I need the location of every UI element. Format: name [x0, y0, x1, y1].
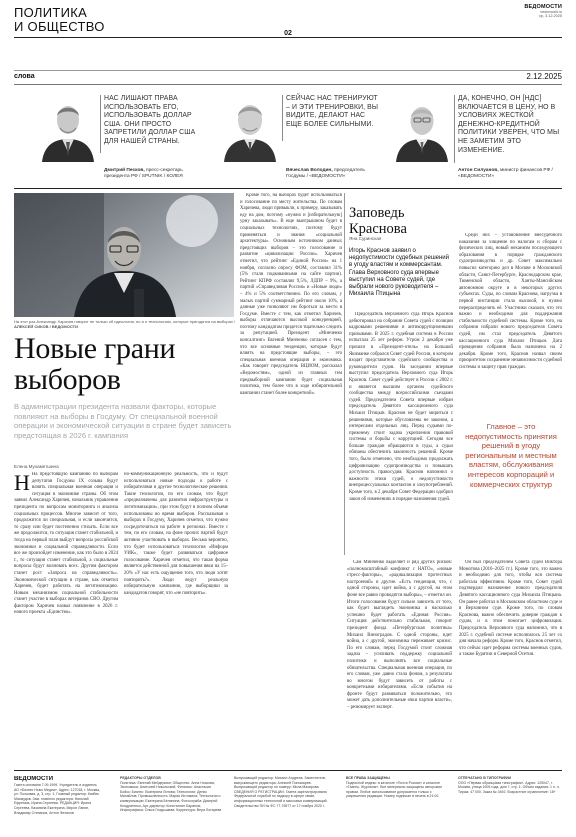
section-title-line2: И ОБЩЕСТВО [14, 19, 105, 34]
section-title [14, 6, 124, 34]
quote-3-role: министр финансов РФ / «ВЕДОМОСТИ» [458, 168, 553, 179]
footer-col-4-title: ВСЕ ПРАВА ЗАЩИЩЕНЫ [346, 776, 390, 780]
masthead [524, 4, 562, 18]
page-number: 02 [284, 30, 292, 37]
quotes-rule [14, 84, 562, 85]
issue-date: ср, 3.12.2025 [538, 14, 562, 18]
quote-2-text: СЕЙЧАС НАС ТРЕНИРУЮТ – И ЭТИ ТРЕНИРОВКИ, ВЫ ВИДИТЕ, ДЕЛАЮТ НАС ЕЩЕ БОЛЕЕ СИЛЬНЫМИ. [286, 95, 379, 128]
main-lead: В администрации президента назвали факторы, которые повлияют на выборы в Госдуму. От специальной военной операции и экономической ситуации в стране будет зависеть предстоящая в 2026 г. кампания [14, 402, 232, 440]
quote-1-attribution [104, 168, 204, 180]
footer-col-3 [234, 776, 334, 832]
quotes-label: слова [14, 73, 35, 80]
footer-col-2-title: РЕДАКТОРЫ ОТДЕЛОВ [120, 776, 161, 780]
footer-col-2 [120, 776, 222, 832]
quote-1 [104, 95, 200, 147]
quote-3-attribution [458, 168, 562, 180]
footer-col-1 [14, 776, 102, 832]
peskov-photo [38, 92, 98, 162]
footer-col-3-text: Выпускающий редактор: Михаил Андреев. Заместитель выпускающего редактора: Алексей Пономарев. Выпускающий редактор по номеру: Мила Мазирова. СВЕДЕНИЯ О РЕГИСТРАЦИИ: Газета зарегистрирована Федеральной службой по надзору в сфере связи, информационных технологий и массовых коммуникаций. Свидетельство ПИ № ФС 77-76577 от 17 ноября 2020 г. [234, 776, 328, 808]
header-rule [14, 37, 562, 38]
quote-1-text: НАС ЛИШАЮТ ПРАВА ИСПОЛЬЗОВАТЬ ЕГО, ИСПОЛЬЗОВАТЬ ДОЛЛАР США. ОНИ ПРОСТО ЗАПРЕТИЛИ ДОЛЛАР США ДЛЯ НАШЕЙ СТРАНЫ. [104, 95, 196, 145]
side-lead: Игорь Краснов заявил о недопустимости судебных решений в угоду властям и коммерсантам. Глава Верховного суда впервые выступил на Совете судей, где выбрали нового руководителя – Михаила Птицына [349, 248, 450, 298]
side-body-col-2 [459, 233, 562, 417]
photo-caption [14, 319, 236, 329]
quote-2 [286, 95, 380, 129]
side-body-col-3-text: Он был председателем Совета судей Виктора Момотова (2016–2025 гг.). Кроме того, это важно и необходимо для того, чтобы вся система работала эффективно. Кроме того, Совет судей подтвердил назначение нового председателя Девятого кассационного суда Михаила Птицына. Он ранее работал в Московском областном суде и в Верховном суде. Кроме того, по словам Краснова, важно обеспечить доверие граждан к судам, и в этом помогает цифровизация. Председатель Верховного суда напомнил, что в 2025 г. судебной системе исполнилось 25 лет со дня начала реформ. Кроме того, Краснов отметил, что сейчас идет реформа системы военных судов, а также Бурятии и Северной Осетии. [459, 560, 562, 658]
site-url: vedomosti.ru [540, 10, 562, 14]
side-vertical-rule [344, 193, 345, 555]
main-headline: Новые грани выборов [14, 332, 176, 396]
footer-col-4-text: Подписной индекс: в каталоге «Почта России» и каталоге «Газеты. Журналы». Все материалы защищены авторским правом. Любое использование допускается только с разрешения редакции. Номер подписан в печать в 21:00. [346, 780, 442, 799]
main-body-col-4 [347, 560, 452, 764]
quote-2-name: Вячеслав Володин, [286, 168, 333, 173]
quote-3-text: ДА, КОНЕЧНО, ОН [НДС] ВКЛЮЧАЕТСЯ В ЦЕНУ, НО В УСЛОВИЯХ ЖЕСТКОЙ ДЕНЕЖНО-КРЕДИТНОЙ ПОЛИТИКИ УВЕРЕН, ЧТО МЫ НЕ ЗАМЕТИМ ЭТО ИЗМЕНЕНИЕ. [458, 95, 560, 154]
footer-col-5-text: ООО «Первая образцовая типография». Адрес: 125047, г. Москва, улица 1905 года, дом 7, стр. 1. Объем издания: 1 п. л. Тираж: 47 000. Заказ № 3492. Возрастное ограничение: 18+ [458, 780, 560, 794]
footer-brand: ВЕДОМОСТИ [14, 776, 54, 782]
main-author: Елена Мухаметшина [14, 464, 59, 469]
quote-3 [458, 95, 562, 155]
siluanov-photo [392, 92, 452, 162]
pull-quote: Главное – это недопустимость принятия решений в угоду региональным и местным властям, обслуживания интересов корпораций и коммерческих структур [465, 422, 557, 489]
quote-1-name: Дмитрий Песков, [104, 168, 145, 173]
main-body-col-2-text: но-коммуникационную реальность, что и будут использоваться новые подходы к работе с избирателями и другие технологические решения. Такие технологии, по его словам, что будут «предназначены для развития инфраструктуры и легитимизации», при этом будут в полном объеме использованы во время выборов. Рассказывая о выборах в Госдуму, Харичев отметил, что нужно сосредоточиться на работе в регионах. Вместе с тем, по его словам, на фоне прочих партий будут активно участвовать в выборах. Весьма вероятно, что будет использоваться технология «Информ УИК», также будет развиваться цифровое голосование. Харичев отметил, что такая форма является действенной для повышения явки на 15–20% «У нас есть ощущение того, что люди хотят повторить?». Люди ведут реальную избирательную кампанию, где выборщики за кандидатов говорят, что «не повторить». [124, 472, 228, 596]
main-body-col-3-text: Кроме того, на выборах будет использоваться и голосование по месту жительства. По словам Харичева, люди привыкли, к примеру, заказывать еду на дом, поэтому «нужно и [избирательную] урну заказывать». В еще выигрышном будет в социальных технологиях, поэтому будут применяться и знания «социальной архитектуры». Основным источником данных предстоящих выборов – это голосование и развитие «цивилизации России». Харичев отметил, что рейтинг «Единой России» на 1 ноября, согласно опросу ФОМ, составлял 31% (5% стали подкованными на сайте партии). Рейтинг КПРФ составлял 9,5%, ЛДПР – 9%, а партий «Справедливая Россия» и «Новые люди» – 4% и 5% соответственно. По его словам, у малых партий суммарный рейтинг около 10%, а данные уже позволяют им бороться за место в Госдуме. Вместе с тем, как отметил Харичев, выборы отличаются высокой конкуренцией, поэтому кандидатам придется тщательно следить за репутацией. Президент «Минченко консалтинг» Евгений Минченко согласен с тем, что все основные тенденции, которые будут влиять на предстоящие выборы, – это специальная военная операция и экономика. «Как говорит председатель ВЦИОМ, рассказал «Ведомостям», одной из главных тем предвыборной кампании будет социальная политика, тем более что в ходе избирательной кампании станет более конкретной». [240, 193, 342, 396]
footer-col-1-text: Газета основана 7.09.1999. Учредитель и издатель АО «Бизнес Ньюс Медиа». Адрес: 127018, г. Москва, ул. Полковая, д. 3, стр. 1. Главный редактор: Казбек Махмудов. Зам. главного редактора: Николай Ефремов, Ирина Сергеева. РЕДАКЦИЯ: Ирина Сергеева, Казанина Екатерина, Мирон Лапин, Владимир Степанов, Антон Фаталов [14, 783, 101, 815]
quote-2-attribution [286, 168, 382, 180]
side-headline: Заповедь Краснова [349, 205, 407, 237]
drop-cap: Н [14, 472, 30, 495]
photo-caption-text: На этот раз Александр Харичев говорит не только об идеологии, но и о технологиях, которые пригодятся на выборах / [14, 319, 236, 324]
side-author: Яна Суринская [349, 236, 382, 241]
quote-3-name: Антон Силуанов, [458, 168, 499, 173]
brand-logo: ВЕДОМОСТИ [524, 4, 562, 10]
photo-credit: АЛЕКСЕЙ СИКОВ / ВЕДОМОСТИ [14, 324, 78, 329]
quote-3-bar [454, 95, 455, 163]
quote-1-bar [100, 95, 101, 153]
main-body-col-4-text: Сам Минченко выделяет и ряд других рисков: «полномасштабный конфликт с НАТО», «новые стресс-факторы», «радикализация протестных настроений» и другие. «Есть тенденция, что, с одной стороны, идет война, а с другой, на этом фоне все равно проводятся выборы», – отметил он. Итоги голосования будут сильно зависеть от того, как будет выглядеть экономика и насколько успешно будет работать «Единая Россия». Ситуация действительно стабильная, говорит президент фонда «Петербургская политика» Михаил Виноградов. С одной стороны, идет война, а с другой, экономика переживает кризис. По его словам, перед Госдумой стоит сложная задача – усиливать поддержку социальной политики и выполнять все социальные обязательства. Специальная военная операция, по его словам, уже давно стала фоном, а результаты во многом будут зависеть от работы с конкретными избирателями. «Если события на фронте будут развиваться положительно, это может дать дополнительные очки партии власти», – резюмирует эксперт. [347, 560, 452, 711]
main-photo [14, 193, 234, 317]
footer-col-2-text: Политика: Евгений Мейдерман; Общество: Анна Носкова; Экономика: Анатолий Никольский; Финансы: Анастасия Бойко; Бизнес: Екатерина Литова; Технологии: Денис Михайлов; Промышленность: Мария Истомина; Технологии и коммуникации: Екатерина Белянина; Фотослужба: Дмитрий Кондратенко; Арт-директор: Константин Баранов; Инфографика: Ольга Гладышева; Корректура: Вера Лотарева [120, 780, 222, 813]
side-body-col-1 [349, 312, 453, 556]
side-body-col-1-text: Председатель Верховного суда Игорь Краснов дебютировал на собрании Совета судей с позиции кадровыми решениями и антикоррупционными призывами. В 2025 г. судебная система в России испытала 25 лет реформ. Утром 2 декабря уже прошли в «Президент-отель» на Большой Якиманке собрался Совет судей России, в котором входят представители судейского сообщества и руководители судов. На заседании впервые выступил председатель Верховного суда Игорь Краснов. Совет судей действует в России с 2002 г. и является высшим органом судейского сообщества между всероссийскими съездами судей. Председателем Совета впервые избран председатель Девятого кассационного суда Михаил Птицын. Краснов не будет мириться с решениями, которые обусловлены не законом, а интересами отдельных лиц. Перед судьями по-прежнему стоит задача укрепления правовой системы и борьбы с коррупцией. Сегодня все больше граждан обращаются в суды, а судьи обязаны обеспечить законность решений. Кроме того, было отмечено, что необходимо продолжать цифровизацию судопроизводства и повышать доступность правосудия. Краснов напомнил о важности этики судей, о недопустимости внепроцессуальных контактов и злоупотреблений. Кроме того, в 2 декабря Совет Федерации одобрил закон об изменениях в порядке назначения судей. [349, 312, 453, 502]
main-body-col-1 [14, 472, 118, 764]
section-divider [14, 188, 562, 189]
main-body-col-3 [240, 193, 342, 764]
quote-2-role: председатель Госдумы / «ВЕДОМОСТИ» [286, 168, 365, 179]
quotes-date: 2.12.2025 [526, 72, 562, 81]
footer-col-4 [346, 776, 448, 832]
quote-2-bar [282, 95, 283, 141]
section-title-line1: ПОЛИТИКА [14, 5, 88, 20]
main-body-col-1-text: На предстоящую кампанию по выборам депутатов Госдумы IX созыва будут влиять специальная военная операция и ситуация в экономике страны. Об этом заявил Александр Харичев, начальник управления президента по вопросам мониторинга и анализа социальных процессов. Многое зависит от того, продолжится ли специальная, и если закончится, то сразу или будет постепенно стихать. Если все же продолжится, то ситуация станет стабильной, и тогда на первый план выйдут вопросы российской экономики и социальной справедливости. Если все же произойдет изменение, как это было в 2024 г., то ситуация станет стабильной, а социальные вопросы будут волновать всех. Другим фактором станет рост «Запроса на справедливость». Экономической ситуации в стране, как отметил Харичев, будет работать на легитимизацию. Новым механизмом социальной стабильности станет участие в выборах ветеранов СВО. Другим фактором Харичев назвал появление в 2026 г. нового проекта «Единство». [14, 472, 118, 616]
header-rule-2 [14, 70, 562, 71]
footer-col-5-title: ОТПЕЧАТАНО В ТИПОГРАФИИ [458, 776, 512, 780]
footer-rule [14, 770, 562, 771]
quote-1-role: пресс-секретарь президента РФ / SPUTNIK / КОЛЕЯ [104, 168, 183, 179]
side-body-col-3 [459, 560, 562, 764]
side-body-col-2-text: Средн них – установление внесудебного наказания за хищение по налогам и сборам с физических лиц, новый механизм последующего образования в порядке гражданского судопроизводства и др. Совет максимально повысил категорию дел в Москве и Московской области, Санкт-Петербурге, Краснодарском крае, Тюменской области, Ханты-Мансийском автономном округе и в некоторых других субъектах. Суды, по словам Краснова, нагрузка в первой инстанции стала высокой, и нужно перераспределять её. Участники сказали, что это важно и необходимо для поддержания стабильности судебной системы. Кроме того, на собрании избрали нового председателя Совета судей, им стал председатель Девятого кассационного суда Михаил Птицын. Дата проведения собрания была назначена на 2 декабря. Кроме того, Краснов назвал своим приоритетом сохранение независимости судебной системы и защиту прав граждан. [459, 233, 562, 370]
volodin-photo [220, 92, 280, 162]
footer-col-5 [458, 776, 562, 832]
main-body-col-2 [124, 472, 228, 764]
